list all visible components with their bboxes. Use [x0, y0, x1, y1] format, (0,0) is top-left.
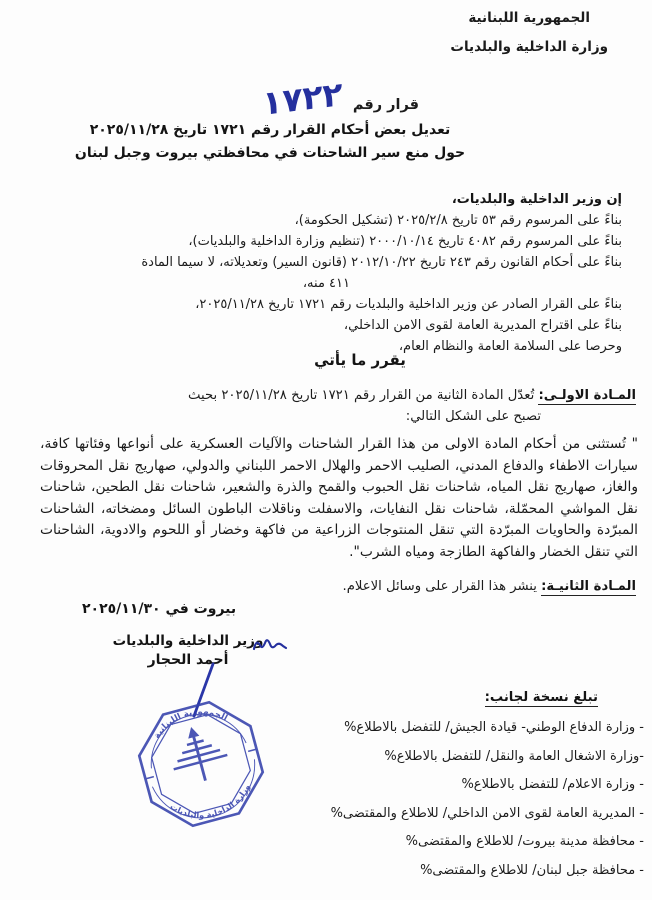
- article-1-text: تُعدّل المادة الثانية من القرار رقم ١٧٢١ تاريخ ٢٠٢٥/١١/٢٨ بحيث: [188, 388, 535, 403]
- distribution-heading: تبلغ نسخة لجانب:: [484, 690, 598, 705]
- stamp-bottom-text: وزارة الداخلية والبلديات: [168, 782, 252, 820]
- article-2-text: ينشر هذا القرار على وسائل الاعلام.: [342, 579, 537, 594]
- decree-number-handwritten: ١٧٢٢: [262, 73, 343, 124]
- decree-title: [50, 119, 490, 165]
- stamp-top-text: الجمهورية اللبنانية: [152, 707, 230, 741]
- decree-title-line2: حول منع سير الشاحنات في محافظتي بيروت وجبل لبنان: [74, 145, 466, 161]
- preamble-line: بناءً على المرسوم رقم ٤٠٨٢ تاريخ ٢٠٠٠/١٠/١٤ (تنظيم وزارة الداخلية والبلديات)،: [188, 234, 622, 249]
- dateline: بيروت في ٢٠٢٥/١١/٣٠: [82, 601, 237, 617]
- preamble-line: بناءً على المرسوم رقم ٥٣ تاريخ ٢٠٢٥/٢/٨ (تشكيل الحكومة)،: [294, 213, 622, 228]
- article-1-line2: تصبح على الشكل التالي:: [405, 409, 541, 424]
- decision-intro: يقرر ما يأتي: [314, 351, 406, 369]
- preamble-line: بناءً على اقتراح المديرية العامة لقوى الامن الداخلي،: [343, 318, 622, 333]
- distribution-item: - المديرية العامة لقوى الامن الداخلي/ للاطلاع والمقتضى%: [330, 805, 644, 821]
- preamble-intro: إن وزير الداخلية والبلديات،: [451, 192, 622, 207]
- decree-number-label: قرار رقم: [352, 97, 419, 113]
- distribution-list: [14, 714, 644, 885]
- article-2-label: المـادة الثانيـة:: [541, 579, 636, 594]
- preamble-line: وحرصا على السلامة العامة والنظام العام،: [398, 339, 622, 354]
- article-2: [46, 576, 636, 597]
- handwritten-initials-icon: [252, 636, 288, 654]
- signer-title: وزير الداخلية والبلديات: [112, 633, 264, 649]
- amended-article-text: " تُستثنى من أحكام المادة الاولى من هذا القرار الشاحنات والآليات العسكرية على أنواعها وفئاتها كافة، سيارات الاطفاء والدفاع المدني، الصليب الاحمر والهلال الاحمر اللبناني والدولي، صهاريج نقل المحروقات والغاز، صهاريج نقل المياه، شاحنات نقل الحبوب والقمح والذرة والشعير، شاحنات نقل الطحين، شاحنات نقل المواشي المحمّلة، شاحنات نقل النفايات، والاسفلت وناقلات الباطون السائل ومضخاته، الشاحنات المبرّدة والحاويات المبرّدة التي تنقل المنتوجات الزراعية من فاكهة وخضار أو اللحوم والادوية، الشاحنات التي تنقل الخضار والفاكهة الطازجة ومياه الشرب".: [40, 436, 638, 560]
- article-1-line1: [46, 385, 636, 406]
- distribution-item: - محافظة جبل لبنان/ للاطلاع والمقتضى%: [420, 862, 644, 878]
- signer-name: أحمد الحجار: [147, 652, 229, 668]
- republic-title: الجمهورية اللبنانية: [468, 10, 591, 26]
- decree-number-row: [243, 73, 419, 124]
- distribution-item: - محافظة مدينة بيروت/ للاطلاع والمقتضى%: [405, 834, 644, 849]
- preamble-line: بناءً على القرار الصادر عن وزير الداخلية والبلديات رقم ١٧٢١ تاريخ ٢٠٢٥/١١/٢٨،: [195, 297, 622, 312]
- distribution-item: -وزارة الاشغال العامة والنقل/ للتفضل بالاطلاع%: [384, 748, 644, 764]
- article-1-label: المـادة الاولـى:: [538, 388, 636, 403]
- preamble-line: ٤١١ منه،: [302, 276, 350, 291]
- distribution-item: - وزارة الاعلام/ للتفضل بالاطلاع%: [461, 777, 644, 792]
- article-1: [46, 385, 636, 427]
- preamble: [30, 189, 622, 357]
- letterhead: [450, 10, 608, 55]
- distribution-item: - وزارة الدفاع الوطني- قيادة الجيش/ للتفضل بالاطلاع%: [344, 720, 644, 735]
- ministry-title: وزارة الداخلية والبلديات: [450, 39, 608, 55]
- preamble-line: بناءً على أحكام القانون رقم ٢٤٣ تاريخ ٢٠١٢/١٠/٢٢ (قانون السير) وتعديلاته، لا سيما المادة: [141, 255, 622, 270]
- decree-title-line1: تعديل بعض أحكام القرار رقم ١٧٢١ تاريخ ٢٠٢٥/١١/٢٨: [89, 122, 451, 138]
